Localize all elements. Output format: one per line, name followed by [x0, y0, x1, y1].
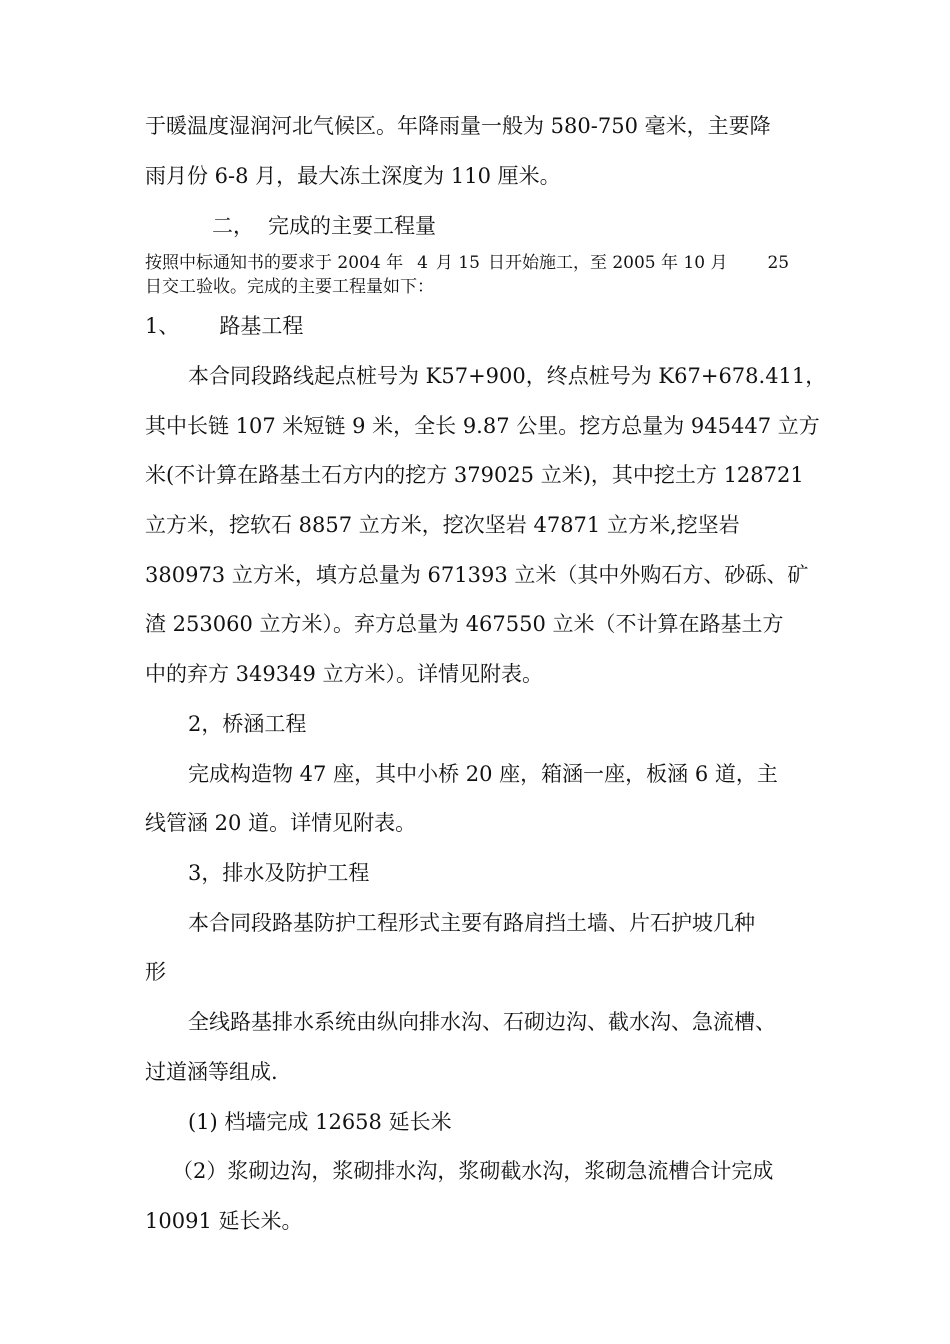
paragraph-line: 本合同段路基防护工程形式主要有路肩挡土墙、片石护坡几种	[188, 911, 755, 935]
section-title: 完成的主要工程量	[268, 214, 436, 238]
paragraph-line: 过道涵等组成.	[145, 1060, 278, 1084]
paragraph-line: 本合同段路线起点桩号为 K57+900，终点桩号为 K67+678.411，	[188, 364, 827, 388]
subsection-heading: 3，排水及防护工程	[188, 861, 370, 885]
text-run: 月 15	[435, 253, 480, 273]
text-run: 日开始施工，至 2005 年 10 月	[487, 253, 728, 273]
subsection-heading: 2，桥涵工程	[188, 712, 307, 736]
paragraph-line	[145, 252, 789, 274]
paragraph-line: 完成构造物 47 座，其中小桥 20 座，箱涵一座，板涵 6 道，主	[188, 762, 778, 786]
paragraph-line: 线管涵 20 道。详情见附表。	[145, 811, 417, 835]
paragraph-line: 米(不计算在路基土石方内的挖方 379025 立米)，其中挖土方 128721	[145, 463, 804, 487]
paragraph-line: 10091 延长米。	[145, 1209, 303, 1233]
paragraph-line: 渣 253060 立方米）。弃方总量为 467550 立米（不计算在路基土方	[145, 612, 784, 636]
paragraph-line: 形	[145, 960, 166, 984]
paragraph-line: 全线路基排水系统由纵向排水沟、石砌边沟、截水沟、急流槽、	[188, 1010, 776, 1034]
section-number: 二，	[212, 214, 254, 238]
list-item: (1) 档墙完成 12658 延长米	[188, 1110, 452, 1134]
list-item: （2）浆砌边沟，浆砌排水沟，浆砌截水沟，浆砌急流槽合计完成	[172, 1159, 774, 1183]
paragraph-line: 380973 立方米，填方总量为 671393 立米（其中外购石方、砂砾、矿	[145, 563, 809, 587]
paragraph-line: 中的弃方 349349 立方米）。详情见附表。	[145, 662, 544, 686]
section-heading	[212, 212, 436, 240]
paragraph-line: 雨月份 6-8 月，最大冻土深度为 110 厘米。	[145, 164, 561, 188]
subsection-heading	[145, 312, 303, 340]
subsection-title: 路基工程	[219, 314, 304, 338]
paragraph-line: 立方米，挖软石 8857 立方米，挖次坚岩 47871 立方米,挖坚岩	[145, 513, 740, 537]
text-run: 25	[767, 253, 790, 273]
paragraph-line: 其中长链 107 米短链 9 米，全长 9.87 公里。挖方总量为 945447 立方	[145, 414, 820, 438]
text-run: 4	[417, 253, 428, 273]
subsection-number: 1、	[145, 314, 180, 338]
text-run: 按照中标通知书的要求于 2004 年	[145, 253, 404, 273]
paragraph-line: 日交工验收。完成的主要工程量如下：	[145, 277, 434, 297]
paragraph-line: 于暖温度湿润河北气候区。年降雨量一般为 580-750 毫米，主要降	[145, 114, 771, 138]
